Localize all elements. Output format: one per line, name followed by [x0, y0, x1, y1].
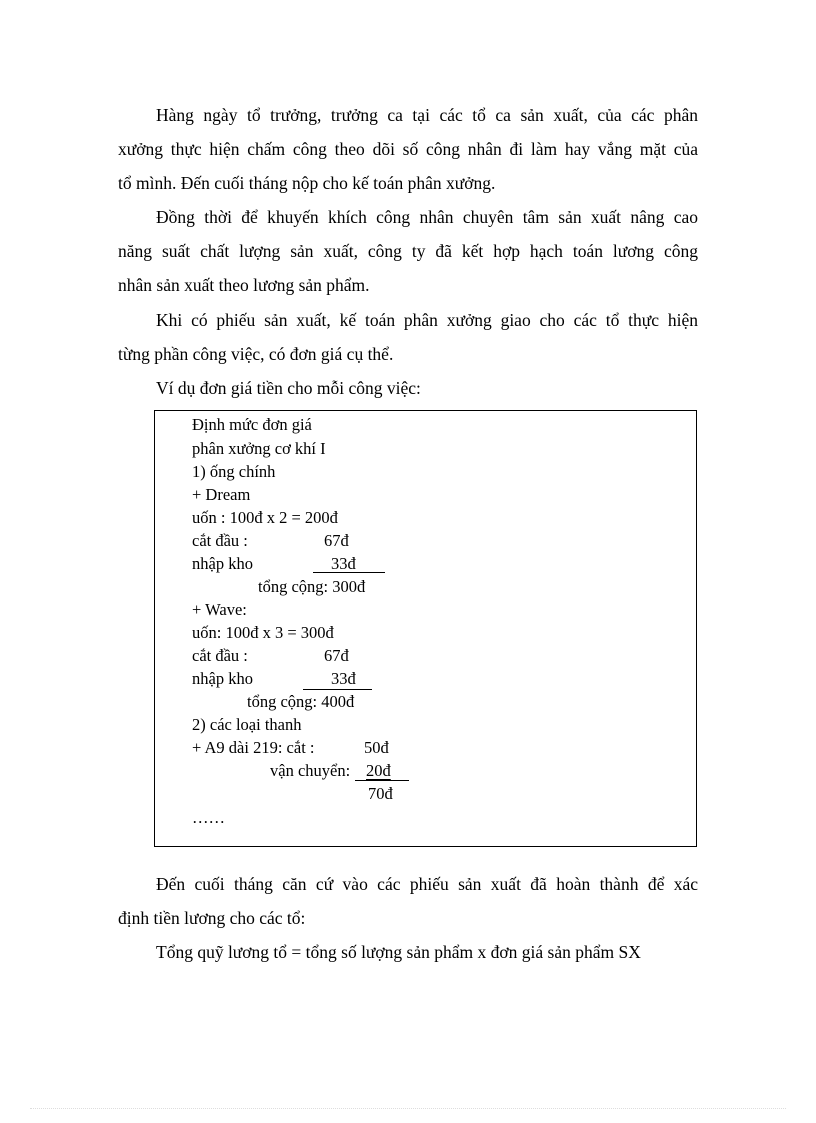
bend-line: uốn : 100đ x 2 = 200đ — [192, 508, 338, 527]
paragraph-line: Ví dụ đơn giá tiền cho mỗi công việc: — [156, 378, 421, 398]
paragraph-2 — [118, 200, 698, 302]
paragraph-line: xưởng thực hiện chấm công theo dõi số công nhân đi làm hay vắng mặt của — [118, 139, 698, 159]
paragraph-line: năng suất chất lượng sản xuất, công ty đã kết hợp hạch toán lương công — [118, 241, 698, 261]
cut-label: cắt đầu : — [192, 646, 248, 665]
paragraph-line: Khi có phiếu sản xuất, kế toán phân xưởng giao cho các tổ thực hiện — [156, 310, 698, 330]
storage-label: nhập kho — [192, 554, 253, 573]
cut-value: 67đ — [324, 646, 349, 665]
box-subtitle: phân xưởng cơ khí I — [192, 439, 326, 458]
product-heading: + Wave: — [192, 600, 247, 619]
ellipsis: …… — [192, 808, 225, 827]
transport-label: vận chuyển: — [270, 761, 351, 780]
cut-label: cắt đầu : — [192, 531, 248, 550]
bend-line: uốn: 100đ x 3 = 300đ — [192, 623, 334, 642]
paragraph-line: định tiền lương cho các tổ: — [118, 908, 306, 928]
transport-value: 20đ — [366, 761, 391, 780]
paragraph-line: Đến cuối tháng căn cứ vào các phiếu sản xuất đã hoàn thành để xác — [156, 874, 698, 894]
paragraph-4 — [118, 371, 698, 405]
storage-value: 33đ — [331, 554, 356, 573]
storage-value: 33đ — [331, 669, 356, 688]
paragraph-line: từng phần công việc, có đơn giá cụ thể. — [118, 344, 394, 364]
total-line: tổng cộng: 400đ — [247, 692, 355, 711]
paragraph-line: Hàng ngày tổ trưởng, trưởng ca tại các tổ ca sản xuất, của các phân — [156, 105, 698, 125]
sum-rule — [355, 780, 409, 781]
item-cut-value: 50đ — [364, 738, 389, 757]
paragraph-3 — [118, 303, 698, 371]
paragraph-line: tổ mình. Đến cuối tháng nộp cho kế toán phân xưởng. — [118, 173, 496, 193]
paragraph-5 — [118, 867, 698, 935]
paragraph-line: Tổng quỹ lương tổ = tổng số lượng sản phẩm x đơn giá sản phẩm SX — [156, 942, 641, 962]
footer-divider — [30, 1108, 786, 1109]
storage-label: nhập kho — [192, 669, 253, 688]
section-heading: 1) ống chính — [192, 462, 276, 481]
sum-rule — [303, 689, 372, 690]
item-cut-label: + A9 dài 219: cắt : — [192, 738, 315, 757]
paragraph-line: nhân sản xuất theo lương sản phẩm. — [118, 275, 370, 295]
box-title: Định mức đơn giá — [192, 415, 312, 434]
product-heading: + Dream — [192, 485, 251, 504]
paragraph-line: Đồng thời để khuyến khích công nhân chuyên tâm sản xuất nâng cao — [156, 207, 698, 227]
total-line: tổng cộng: 300đ — [258, 577, 366, 596]
sum-rule — [313, 572, 385, 573]
paragraph-6 — [118, 935, 698, 969]
cut-value: 67đ — [324, 531, 349, 550]
unit-price-box — [154, 410, 697, 847]
item-sum: 70đ — [368, 784, 393, 803]
section-heading: 2) các loại thanh — [192, 715, 302, 734]
paragraph-1 — [118, 98, 698, 200]
